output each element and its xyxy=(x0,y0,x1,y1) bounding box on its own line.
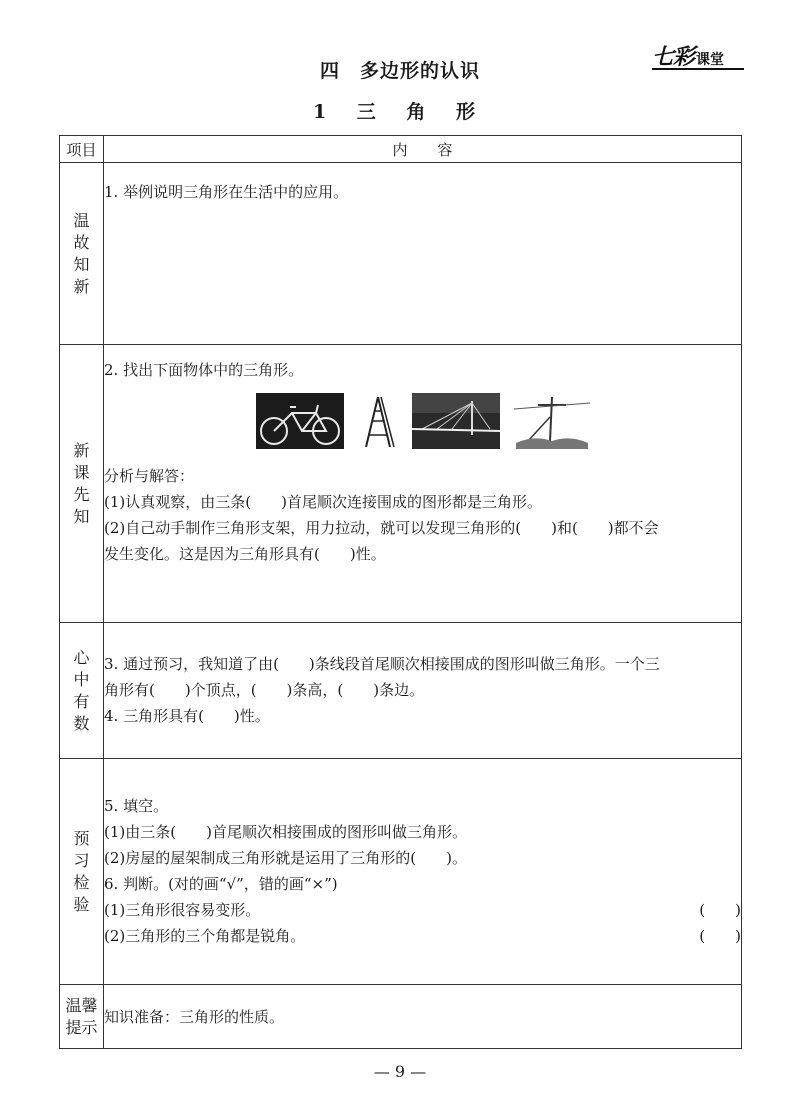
answer-2-line-1: (2)自己动手制作三角形支架，用力拉动，就可以发现三角形的( )和( )都不会 xyxy=(104,519,659,537)
logo-script: 七彩 xyxy=(652,45,695,70)
question-3-line-1: 3. 通过预习，我知道了由( )条线段首尾顺次相接围成的图形叫做三角形。一个三 xyxy=(104,655,660,673)
question-6-1-blank: ( ) xyxy=(699,901,741,919)
content-column-header: 内 容 xyxy=(104,136,742,163)
question-6-1: (1)三角形很容易变形。 xyxy=(104,901,261,919)
question-6-2: (2)三角形的三个角都是锐角。 xyxy=(104,927,306,945)
answer-2-line-2: 发生变化。这是因为三角形具有( )性。 xyxy=(104,545,386,563)
question-2: 2. 找出下面物体中的三角形。 xyxy=(104,361,304,379)
check-content xyxy=(104,759,742,985)
unit-title: 四 多边形的认识 xyxy=(319,60,480,82)
question-6-2-row xyxy=(104,923,741,949)
question-5-1: (1)由三条( )首尾顺次相接围成的图形叫做三角形。 xyxy=(104,823,467,841)
question-5: 5. 填空。 xyxy=(104,797,169,815)
mind-row xyxy=(60,623,742,759)
bicycle-image xyxy=(256,393,344,449)
mind-content xyxy=(104,623,742,759)
utility-pole-image xyxy=(514,393,590,449)
item-column-header: 项目 xyxy=(60,136,104,163)
question-6: 6. 判断。(对的画“√”，错的画“×”) xyxy=(104,875,338,893)
tip-text: 知识准备：三角形的性质。 xyxy=(104,1007,285,1026)
logo-text: 课堂 xyxy=(696,52,725,68)
review-label: 温 故 知 新 xyxy=(60,163,104,345)
tip-row xyxy=(60,985,742,1049)
question-5-2: (2)房屋的屋架制成三角形就是运用了三角形的( )。 xyxy=(104,849,467,867)
review-row xyxy=(60,163,742,345)
ladder-image xyxy=(358,393,398,449)
lesson-title: 1 三 角 形 xyxy=(312,101,488,123)
page-number: — 9 — xyxy=(373,1062,427,1081)
header-row xyxy=(60,136,742,163)
tip-label: 温馨 提示 xyxy=(60,985,104,1049)
check-row xyxy=(60,759,742,985)
question-6-1-row xyxy=(104,897,741,923)
new-lesson-content xyxy=(104,345,742,623)
question-1: 1. 举例说明三角形在生活中的应用。 xyxy=(104,183,349,201)
tip-content xyxy=(104,985,742,1049)
new-lesson-label: 新 课 先 知 xyxy=(60,345,104,623)
answer-1: (1)认真观察，由三条( )首尾顺次连接围成的图形都是三角形。 xyxy=(104,493,542,511)
analysis-heading: 分析与解答： xyxy=(104,467,195,485)
question-3-line-2: 角形有( )个顶点，( )条高，( )条边。 xyxy=(104,681,425,699)
question-6-2-blank: ( ) xyxy=(699,927,741,945)
mind-label: 心 中 有 数 xyxy=(60,623,104,759)
bridge-image xyxy=(412,393,500,449)
new-lesson-row xyxy=(60,345,742,623)
question-4: 4. 三角形具有( )性。 xyxy=(104,707,270,725)
object-pictures xyxy=(104,393,741,449)
review-content xyxy=(104,163,742,345)
check-label: 预 习 检 验 xyxy=(60,759,104,985)
worksheet-table xyxy=(59,135,742,1049)
